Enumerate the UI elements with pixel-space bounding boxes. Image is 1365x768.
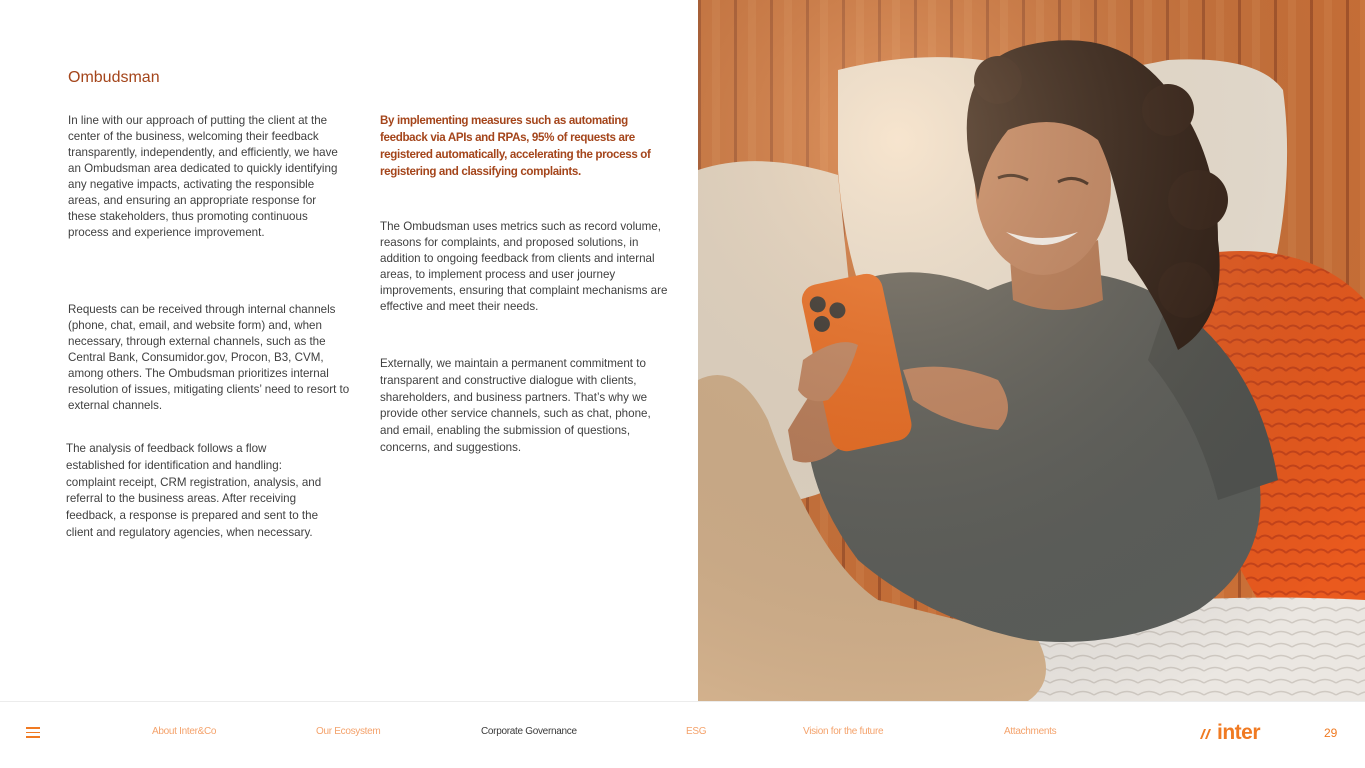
nav-about-inter[interactable]: About Inter&Co: [152, 726, 217, 737]
photo-illustration: [698, 0, 1365, 701]
section-title: Ombudsman: [68, 69, 160, 86]
highlight-text: By implementing measures such as automating feedback via APIs and RPAs, 95% of requests are registered automatically, accelerating the process of registering and classifying complaints.: [380, 114, 651, 178]
inter-logo-mark-icon: [1198, 725, 1214, 741]
feedback-flow-text: The analysis of feedback follows a flow established for identification and handling: complaint receipt, CRM registration, analysis, and referral to the business areas. After receiving feedback, a response is prepared and sent to the client and regulatory agencies, when necessary.: [66, 442, 322, 539]
nav-our-ecosystem[interactable]: Our Ecosystem: [316, 726, 381, 737]
channels-paragraph: [68, 302, 353, 414]
hamburger-menu-icon[interactable]: [26, 727, 40, 738]
metrics-paragraph: [380, 219, 668, 315]
channels-text: Requests can be received through internal channels (phone, chat, email, and website form) and, when necessary, through external channels, such as the Central Bank, Consumidor.gov, Procon, B3, CVM, among others. The Ombudsman prioritizes internal resolution of issues, mitigating clients’ need to resort to external channels.: [68, 303, 350, 412]
footer-bar: [0, 701, 1365, 768]
intro-text: In line with our approach of putting the client at the center of the business, welcoming their feedback transparently, independently, and efficiently, we have an Ombudsman area dedicated to quickly identifying any negative impacts, activating the responsible areas, and ensuring an appropriate response for these stakeholders, thus promoting continuous process and experience improvement.: [68, 114, 338, 239]
nav-corporate-governance[interactable]: Corporate Governance: [481, 726, 577, 737]
inter-logo[interactable]: [1198, 722, 1260, 744]
external-dialogue-text: Externally, we maintain a permanent commitment to transparent and constructive dialogue with clients, shareholders, and business partners. That’s why we provide other service channels, such as chat, phone, and email, enabling the submission of questions, concerns, and suggestions.: [380, 357, 651, 454]
nav-esg[interactable]: ESG: [686, 726, 707, 737]
feedback-flow-paragraph: [66, 441, 328, 542]
hero-photo-woman-with-phone: [698, 0, 1365, 701]
highlight-callout: [380, 112, 665, 180]
metrics-text: The Ombudsman uses metrics such as record volume, reasons for complaints, and proposed solutions, in addition to ongoing feedback from clients and internal areas, to implement process and user journey improvements, ensuring that complaint mechanisms are effective and meet their needs.: [380, 220, 668, 313]
page-number: 29: [1324, 726, 1338, 740]
intro-paragraph: [68, 113, 343, 241]
external-dialogue-paragraph: [380, 356, 660, 457]
nav-attachments[interactable]: Attachments: [1004, 726, 1057, 737]
nav-vision-for-the-future[interactable]: Vision for the future: [803, 726, 884, 737]
logo-wordmark: inter: [1217, 721, 1261, 744]
